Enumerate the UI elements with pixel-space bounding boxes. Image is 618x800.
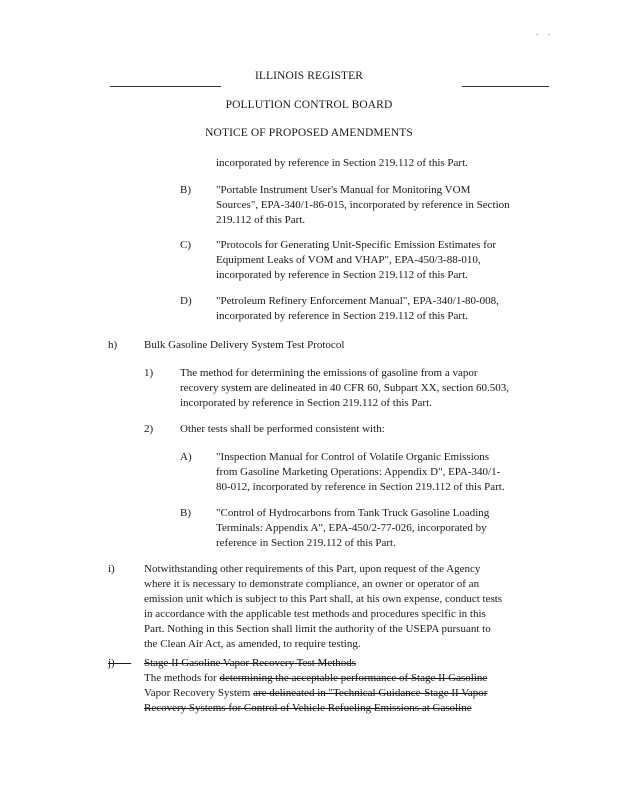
- section-h-title: Bulk Gasoline Delivery System Test Protocol: [144, 339, 345, 351]
- section-j-line-1-plain: The methods for: [144, 672, 220, 684]
- section-j-line-1: [144, 671, 487, 687]
- item-h2B-line-1: "Control of Hydrocarbons from Tank Truck Gasoline Loading: [216, 507, 490, 519]
- item-h2B-line-3: reference in Section 219.112 of this Part.: [216, 537, 396, 549]
- item-h2B-label: B): [180, 507, 191, 519]
- corner-marks: . .: [536, 28, 554, 37]
- item-C-line-1: "Protocols for Generating Unit-Specific Emission Estimates for: [216, 239, 497, 251]
- header-rule-right: [462, 86, 549, 87]
- continuation-line: incorporated by reference in Section 219.112 of this Part.: [216, 157, 468, 169]
- item-D-line-1: "Petroleum Refinery Enforcement Manual", EPA-340/1-80-008,: [216, 295, 499, 307]
- section-h-label: h): [108, 339, 118, 351]
- section-j-line-3: Recovery Systems for Control of Vehicle Refueling Emissions at Gasoline: [144, 702, 472, 714]
- item-h1-label: 1): [144, 367, 154, 379]
- item-h2B-line-2: Terminals: Appendix A", EPA-450/2-77-026, incorporated by: [216, 522, 487, 534]
- item-h1-line-2: recovery system are delineated in 40 CFR 60, Subpart XX, section 60.503,: [180, 382, 510, 394]
- section-i-label: i): [108, 563, 115, 575]
- section-j-line-2: [144, 686, 487, 702]
- item-h2A-line-1: "Inspection Manual for Control of Volatile Organic Emissions: [216, 451, 490, 463]
- section-j-line-2-plain: Vapor Recovery System: [144, 687, 254, 699]
- section-i-line-6: the Clean Air Act, as amended, to require testing.: [144, 638, 361, 650]
- item-C-label: C): [180, 239, 191, 251]
- section-j-line-1-struck: determining the acceptable performance of Stage II Gasoline: [219, 672, 488, 684]
- header-rule-left: [110, 86, 221, 87]
- item-h2A-line-2: from Gasoline Marketing Operations: Appendix D", EPA-340/1-: [216, 466, 501, 478]
- item-C-line-3: incorporated by reference in Section 219.112 of this Part.: [216, 269, 468, 281]
- item-D-line-2: incorporated by reference in Section 219.112 of this Part.: [216, 310, 468, 322]
- item-D-label: D): [180, 295, 192, 307]
- section-i-line-1: Notwithstanding other requirements of this Part, upon request of the Agency: [144, 563, 481, 575]
- item-B-label: B): [180, 184, 191, 196]
- section-j-title: Stage II Gasoline Vapor Recovery Test Methods: [144, 657, 357, 669]
- item-h2A-line-3: 80-012, incorporated by reference in Section 219.112 of this Part.: [216, 481, 505, 493]
- register-title: ILLINOIS REGISTER: [254, 70, 364, 82]
- item-B-line-3: 219.112 of this Part.: [216, 214, 306, 226]
- item-B-line-2: Sources", EPA-340/1-86-015, incorporated by reference in Section: [216, 199, 510, 211]
- item-h2-text: Other tests shall be performed consistent with:: [180, 423, 385, 435]
- item-C-line-2: Equipment Leaks of VOM and VHAP", EPA-450/3-88-010,: [216, 254, 481, 266]
- item-h1-line-1: The method for determining the emissions of gasoline from a vapor: [180, 367, 478, 379]
- section-i-line-2: where it is necessary to demonstrate compliance, an owner or operator of an: [144, 578, 480, 590]
- item-h2-label: 2): [144, 423, 154, 435]
- item-h1-line-3: incorporated by reference in Section 219.112 of this Part.: [180, 397, 432, 409]
- notice-title: NOTICE OF PROPOSED AMENDMENTS: [205, 127, 413, 139]
- section-j-line-2-struck: are delineated in "Technical Guidance-Stage II Vapor: [253, 687, 488, 699]
- section-i-line-5: Part. Nothing in this Section shall limit the authority of the USEPA pursuant to: [144, 623, 491, 635]
- section-i-line-3: emission unit which is subject to this Part shall, at his own expense, conduct tests: [144, 593, 503, 605]
- section-i-line-4: in accordance with the applicable test methods and procedures specific in this: [144, 608, 486, 620]
- item-B-line-1: "Portable Instrument User's Manual for Monitoring VOM: [216, 184, 471, 196]
- section-j-label: j): [108, 657, 115, 669]
- item-h2A-label: A): [180, 451, 192, 463]
- board-title: POLLUTION CONTROL BOARD: [225, 99, 393, 111]
